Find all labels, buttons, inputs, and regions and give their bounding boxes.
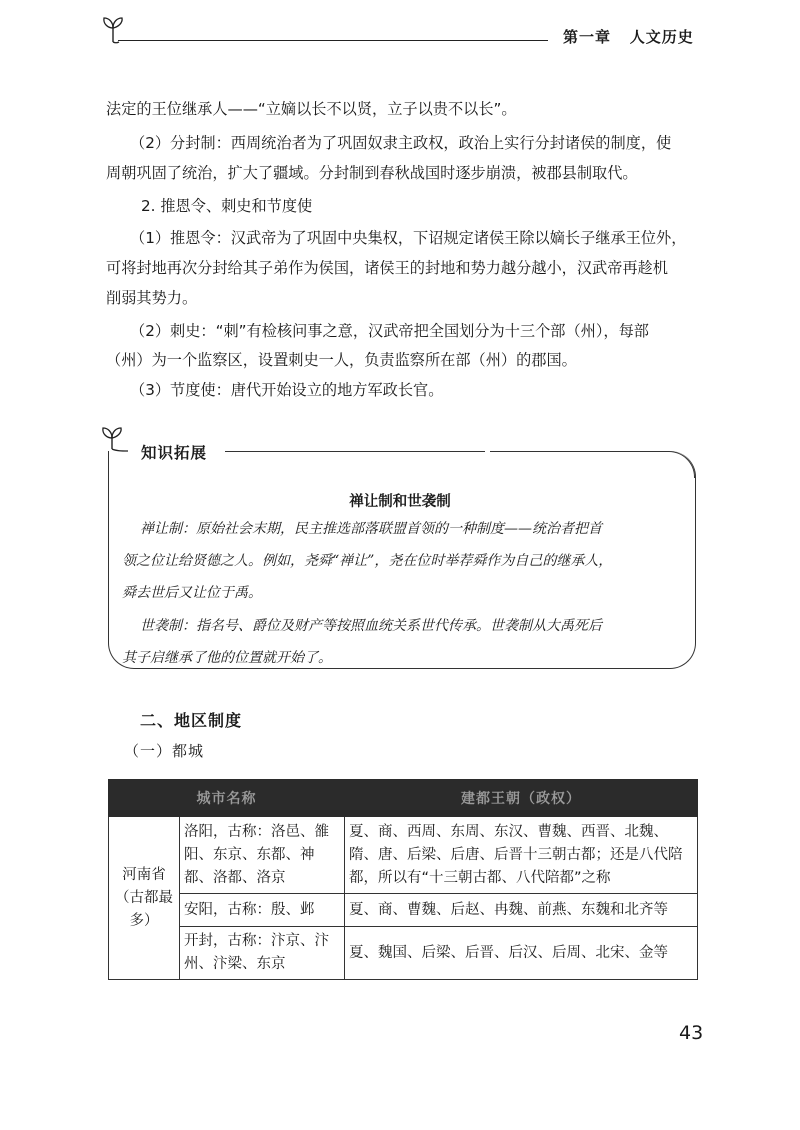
knowledge-line: 其子启继承了他的位置就开始了。 <box>122 650 332 666</box>
dynasty-cell: 夏、魏国、后梁、后晋、后汉、后周、北宋、金等 <box>345 927 698 980</box>
header-dynasties: 建都王朝（政权） <box>345 780 698 817</box>
body-line: （2）分封制：西周统治者为了巩固奴隶主政权，政治上实行分封诸侯的制度，使 <box>130 134 672 152</box>
knowledge-box-heading: 禅让制和世袭制 <box>349 494 451 510</box>
body-line: 周朝巩固了统治，扩大了疆域。分封制到春秋战国时逐步崩溃，被郡县制取代。 <box>106 164 638 182</box>
table-row <box>109 927 698 980</box>
city-cell: 洛阳，古称：洛邑、雒阳、东京、东都、神都、洛都、洛京 <box>180 817 345 894</box>
knowledge-line: 禅让制：原始社会末期，民主推选部落联盟首领的一种制度——统治者把首 <box>140 521 602 537</box>
chapter-label: 第一章 <box>563 28 612 46</box>
section-heading: 二、地区制度 <box>140 711 243 730</box>
table-row <box>109 817 698 894</box>
header-city: 城市名称 <box>109 780 345 817</box>
running-header <box>563 26 694 47</box>
body-line: （2）刺史：“刺”有检核问事之意，汉武帝把全国划分为十三个部（州），每部 <box>130 322 649 340</box>
sprout-icon <box>98 425 130 453</box>
body-line: 法定的王位继承人——“立嫡以长不以贤，立子以贵不以长”。 <box>106 100 517 118</box>
province-cell: 河南省（古都最多） <box>109 817 180 980</box>
city-cell: 安阳，古称：殷、邺 <box>180 894 345 927</box>
knowledge-box-title: 知识拓展 <box>141 444 208 462</box>
dynasty-cell: 夏、商、西周、东周、东汉、曹魏、西晋、北魏、隋、唐、后梁、后唐、后晋十三朝古都；还是八代陪都，所以有“十三朝古都、八代陪都”之称 <box>345 817 698 894</box>
chapter-title: 人文历史 <box>629 28 694 46</box>
header-rule <box>118 40 548 41</box>
body-line: 削弱其势力。 <box>106 289 198 307</box>
subsection-heading: （一）都城 <box>124 742 205 760</box>
city-cell: 开封，古称：汴京、汴州、汴梁、东京 <box>180 927 345 980</box>
body-line: （州）为一个监察区，设置刺史一人，负责监察所在部（州）的郡国。 <box>106 351 577 369</box>
list-item-heading: 2. 推恩令、刺史和节度使 <box>141 197 313 215</box>
knowledge-box-corner <box>490 451 695 478</box>
knowledge-line: 舜去世后又让位于禹。 <box>122 585 262 601</box>
body-line: （3）节度使：唐代开始设立的地方军政长官。 <box>130 381 444 399</box>
table-header-row <box>109 780 698 817</box>
page-number: 43 <box>679 1022 704 1044</box>
knowledge-line: 领之位让给贤德之人。例如，尧舜“禅让”，尧在位时举荐舜作为自己的继承人， <box>122 553 613 569</box>
capitals-table <box>108 779 698 980</box>
dynasty-cell: 夏、商、曹魏、后赵、冉魏、前燕、东魏和北齐等 <box>345 894 698 927</box>
table-row <box>109 894 698 927</box>
body-line: 可将封地再次分封给其子弟作为侯国，诸侯王的封地和势力越分越小，汉武帝再趁机 <box>106 259 668 277</box>
body-line: （1）推恩令：汉武帝为了巩固中央集权，下诏规定诸侯王除以嫡长子继承王位外， <box>130 229 687 247</box>
knowledge-line: 世袭制：指名号、爵位及财产等按照血统关系世代传承。世袭制从大禹死后 <box>140 618 602 634</box>
